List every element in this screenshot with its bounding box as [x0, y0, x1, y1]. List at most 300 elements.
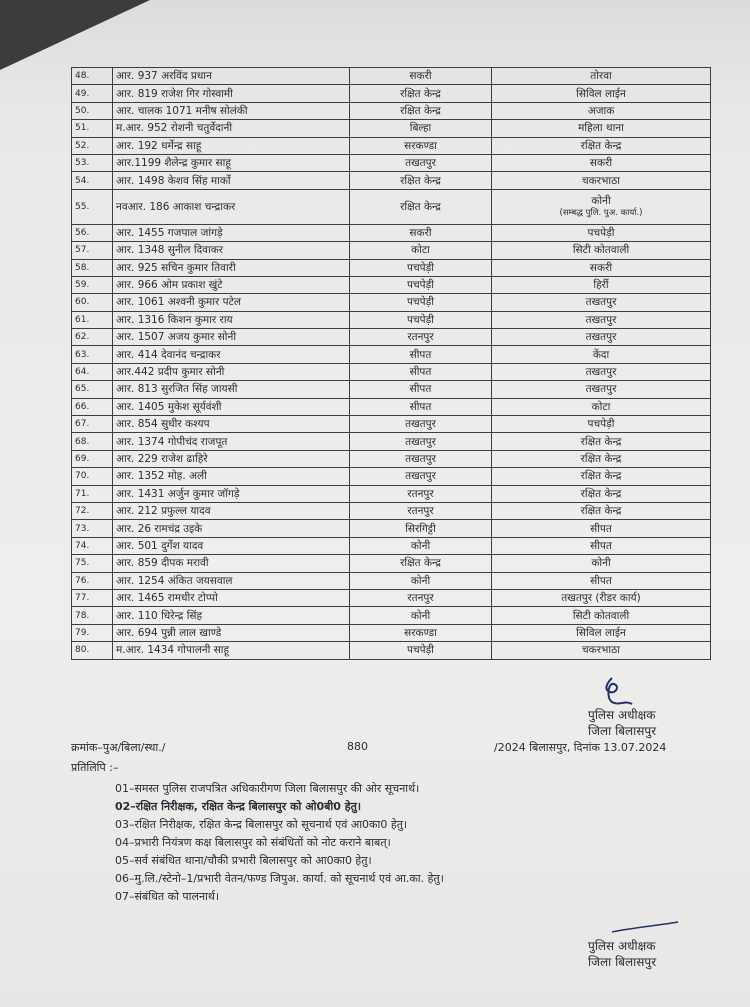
table-row — [72, 294, 711, 311]
name-cell — [113, 589, 350, 606]
name-cell-text: आर. 26 रामचंद्र उइके — [116, 522, 203, 535]
from-cell — [350, 624, 492, 641]
to-cell — [492, 102, 711, 119]
from-cell — [350, 189, 492, 224]
serial-cell-text: 52. — [75, 140, 90, 151]
table-row — [72, 502, 711, 519]
table-row — [72, 154, 711, 171]
from-cell — [350, 502, 492, 519]
to-cell-text: कोटा — [591, 400, 611, 413]
signature-title: पुलिस अधीक्षक — [588, 708, 656, 722]
from-cell-text: सरकण्डा — [404, 139, 437, 152]
copy-item: 07–संबंधित को पालनार्थ। — [115, 890, 220, 903]
from-cell-text: कोटा — [411, 244, 430, 257]
serial-cell-text: 56. — [75, 227, 90, 238]
from-cell — [350, 172, 492, 189]
name-cell — [113, 276, 350, 293]
from-cell-text: तखतपुर — [405, 435, 436, 448]
from-cell — [350, 85, 492, 102]
from-cell-text: रतनपुर — [407, 487, 434, 500]
serial-cell — [72, 416, 113, 433]
name-cell-text: आर. 1455 गजपाल जांगड़े — [116, 226, 223, 239]
name-cell — [113, 102, 350, 119]
to-cell-text: पचपेड़ी — [587, 418, 615, 431]
to-cell — [492, 363, 711, 380]
to-cell — [492, 555, 711, 572]
from-cell — [350, 416, 492, 433]
from-cell — [350, 450, 492, 467]
to-cell — [492, 589, 711, 606]
to-cell — [492, 68, 711, 85]
table-row — [72, 85, 711, 102]
serial-cell — [72, 555, 113, 572]
table-row — [72, 485, 711, 502]
serial-cell — [72, 607, 113, 624]
from-cell — [350, 276, 492, 293]
serial-cell — [72, 172, 113, 189]
from-cell — [350, 154, 492, 171]
to-cell — [492, 416, 711, 433]
to-cell-text: रक्षित केन्द्र — [580, 487, 622, 500]
serial-cell-text: 70. — [75, 471, 90, 482]
serial-cell-text: 59. — [75, 280, 90, 291]
from-cell-text: पचपेड़ी — [407, 261, 434, 274]
from-cell-text: बिल्हा — [409, 122, 432, 135]
to-cell — [492, 450, 711, 467]
signature-district: जिला बिलासपुर — [588, 724, 657, 738]
to-cell — [492, 172, 711, 189]
name-cell-text: आर. 1254 अंकित जयसवाल — [116, 574, 233, 587]
from-cell — [350, 537, 492, 554]
to-cell-text: केंदा — [592, 348, 610, 361]
to-cell — [492, 120, 711, 137]
name-cell-text: नवआर. 186 आकाश चन्द्राकर — [116, 200, 236, 213]
serial-cell — [72, 102, 113, 119]
name-cell — [113, 468, 350, 485]
serial-cell — [72, 624, 113, 641]
table-row — [72, 259, 711, 276]
from-cell-text: रक्षित केन्द्र — [400, 87, 441, 100]
name-cell-text: आर. 1498 केशव सिंह मार्को — [116, 174, 231, 187]
to-cell-text: चकरभाठा — [582, 644, 620, 657]
to-cell-text: सीपत — [590, 539, 612, 552]
name-cell-text: आर. 1348 सुनील दिवाकर — [116, 244, 224, 257]
from-cell — [350, 329, 492, 346]
signature-mark-lower — [610, 918, 680, 936]
serial-cell-text: 62. — [75, 332, 90, 343]
from-cell — [350, 381, 492, 398]
serial-cell — [72, 363, 113, 380]
serial-cell — [72, 224, 113, 241]
serial-cell — [72, 276, 113, 293]
name-cell — [113, 363, 350, 380]
serial-cell — [72, 485, 113, 502]
serial-cell — [72, 85, 113, 102]
serial-cell — [72, 137, 113, 154]
name-cell-text: आर. 501 दुर्गेश यादव — [116, 539, 204, 552]
from-cell — [350, 363, 492, 380]
from-cell-text: सिरगिट्टी — [405, 522, 436, 535]
table-row — [72, 624, 711, 641]
serial-cell-text: 50. — [75, 105, 90, 116]
to-cell — [492, 537, 711, 554]
serial-cell — [72, 433, 113, 450]
name-cell — [113, 68, 350, 85]
name-cell-text: आर.1199 शैलेन्द्र कुमार साहू — [116, 157, 231, 170]
from-cell-text: सीपत — [409, 366, 432, 379]
name-cell-text: आर. चालक 1071 मनीष सोलंकी — [116, 104, 248, 117]
table-row — [72, 68, 711, 85]
serial-cell-text: 63. — [75, 349, 90, 360]
serial-cell-text: 53. — [75, 158, 90, 169]
serial-cell — [72, 381, 113, 398]
serial-cell — [72, 398, 113, 415]
from-cell-text: कोनी — [410, 574, 431, 587]
name-cell-text: आर. 937 अरविंद प्रधान — [116, 70, 212, 83]
from-cell-text: सरकण्डा — [404, 626, 437, 639]
name-cell — [113, 450, 350, 467]
to-cell-text: हिर्री — [593, 279, 609, 292]
serial-cell-text: 75. — [75, 558, 90, 569]
to-note: (सम्बद्ध पुलि. पुअ. कार्या.) — [559, 208, 643, 219]
table-row — [72, 537, 711, 554]
from-cell — [350, 642, 492, 659]
serial-cell — [72, 346, 113, 363]
to-cell-text: सकरी — [589, 261, 613, 274]
to-cell-text: चकरभाठा — [582, 174, 620, 187]
to-cell-text: कोनी — [591, 557, 611, 570]
copy-heading: प्रतिलिपि :– — [71, 761, 119, 774]
from-cell-text: रतनपुर — [407, 505, 434, 518]
table-row — [72, 572, 711, 589]
name-cell-text: आर. 859 दीपक मरावी — [116, 557, 209, 570]
from-cell-text: पचपेड़ी — [407, 296, 434, 309]
from-cell — [350, 102, 492, 119]
name-cell — [113, 433, 350, 450]
from-cell-text: रक्षित केन्द्र — [400, 174, 441, 187]
from-cell — [350, 433, 492, 450]
name-cell-text: आर. 1431 अर्जुन कुमार जॉगड़े — [116, 487, 240, 500]
from-cell-text: तखतपुर — [405, 157, 436, 170]
table-row — [72, 346, 711, 363]
serial-cell-text: 76. — [75, 575, 90, 586]
table-row — [72, 311, 711, 328]
serial-cell-text: 77. — [75, 593, 90, 604]
name-cell — [113, 381, 350, 398]
table-row — [72, 381, 711, 398]
from-cell — [350, 398, 492, 415]
name-cell-text: आर. 925 सचिन कुमार तिवारी — [116, 261, 236, 274]
serial-cell — [72, 450, 113, 467]
to-cell — [492, 137, 711, 154]
from-cell — [350, 224, 492, 241]
from-cell-text: कोनी — [410, 609, 431, 622]
name-cell — [113, 85, 350, 102]
reference-date: /2024 बिलासपुर, दिनांक 13.07.2024 — [494, 741, 667, 754]
from-cell — [350, 120, 492, 137]
serial-cell-text: 79. — [75, 627, 90, 638]
name-cell-text: आर. 1374 गोपीचंद राजपूत — [116, 435, 228, 448]
name-cell — [113, 520, 350, 537]
from-cell — [350, 259, 492, 276]
to-cell-text: तखतपुर — [585, 313, 617, 326]
to-cell — [492, 276, 711, 293]
name-cell-text: आर.442 प्रदीप कुमार सोनी — [116, 366, 225, 379]
serial-cell-text: 57. — [75, 245, 90, 256]
name-cell — [113, 416, 350, 433]
from-cell — [350, 520, 492, 537]
name-cell — [113, 120, 350, 137]
serial-cell — [72, 329, 113, 346]
table-row — [72, 450, 711, 467]
serial-cell — [72, 572, 113, 589]
reference-left: क्रमांक–पुअ/बिला/स्था./ — [71, 741, 166, 754]
to-cell-text: रक्षित केन्द्र — [580, 139, 622, 152]
serial-cell-text: 72. — [75, 506, 90, 517]
from-cell-text: कोनी — [410, 539, 431, 552]
to-cell — [492, 398, 711, 415]
folded-corner — [0, 0, 150, 70]
from-cell-text: रक्षित केन्द्र — [400, 200, 441, 213]
name-cell-text: आर. 212 प्रफुल्ल यादव — [116, 505, 211, 518]
from-cell — [350, 589, 492, 606]
to-cell-text: सकरी — [589, 157, 613, 170]
to-cell — [492, 607, 711, 624]
from-cell — [350, 607, 492, 624]
to-cell — [492, 381, 711, 398]
from-cell — [350, 294, 492, 311]
name-cell-text: आर. 1061 अश्वनी कुमार पटेल — [116, 296, 242, 309]
to-cell-text: महिला थाना — [578, 122, 624, 135]
copy-item: 03–रक्षित निरीक्षक, रक्षित केन्द्र बिलासपुर को सूचनार्थ एवं आ0का0 हेतु। — [115, 818, 408, 831]
to-cell-text: रक्षित केन्द्र — [580, 470, 622, 483]
name-cell-text: आर. 694 पुन्नी लाल खाण्डे — [116, 626, 222, 639]
from-cell — [350, 346, 492, 363]
from-cell-text: सीपत — [409, 348, 432, 361]
from-cell — [350, 68, 492, 85]
from-cell-text: पचपेड़ी — [407, 313, 434, 326]
serial-cell — [72, 520, 113, 537]
name-cell-text: आर. 819 राजेश गिर गोस्वामी — [116, 87, 233, 100]
table-row — [72, 172, 711, 189]
to-cell — [492, 329, 711, 346]
to-cell-text: तोरवा — [590, 70, 612, 83]
to-cell-text: सिटी कोतवाली — [572, 244, 630, 257]
from-cell-text: सकरी — [409, 226, 432, 239]
copy-item: 02–रक्षित निरीक्षक, रक्षित केन्द्र बिलासपुर को ओ0बी0 हेतु। — [115, 800, 362, 813]
copy-item: 06–मु.लि./स्टेनो–1/प्रभारी वेतन/फण्ड जिपुअ. कार्या. को सूचनार्थ एवं आ.का. हेतु। — [115, 872, 444, 885]
to-cell — [492, 311, 711, 328]
name-cell-text: आर. 966 ओम प्रकाश खुंटे — [116, 279, 223, 292]
to-cell — [492, 572, 711, 589]
to-cell — [492, 624, 711, 641]
name-cell — [113, 572, 350, 589]
from-cell — [350, 242, 492, 259]
name-cell-text: आर. 1465 रामधीर टोप्पो — [116, 592, 218, 605]
table-row — [72, 276, 711, 293]
to-cell — [492, 259, 711, 276]
serial-cell-text: 73. — [75, 523, 90, 534]
name-cell — [113, 329, 350, 346]
table-row — [72, 189, 711, 224]
to-cell-text: तखतपुर — [585, 296, 617, 309]
to-cell-text: रक्षित केन्द्र — [580, 505, 622, 518]
to-cell — [492, 346, 711, 363]
table-row — [72, 589, 711, 606]
from-cell-text: सीपत — [409, 400, 432, 413]
from-cell-text: रतनपुर — [407, 331, 434, 344]
name-cell — [113, 242, 350, 259]
name-cell-text: आर. 854 सुधीर कश्यप — [116, 418, 210, 431]
name-cell — [113, 607, 350, 624]
from-cell-text: तखतपुर — [405, 470, 436, 483]
serial-cell — [72, 259, 113, 276]
table-row — [72, 555, 711, 572]
name-cell — [113, 642, 350, 659]
serial-cell — [72, 189, 113, 224]
from-cell-text: रतनपुर — [407, 592, 434, 605]
from-cell — [350, 485, 492, 502]
from-cell-text: तखतपुर — [405, 418, 436, 431]
from-cell-text: रक्षित केन्द्र — [400, 557, 441, 570]
name-cell-text: म.आर. 1434 गोपालनी साहू — [116, 644, 230, 657]
name-cell-text: आर. 813 सुरजित सिंह जायसी — [116, 383, 238, 396]
to-cell-text: सिविल लाईन — [576, 626, 626, 639]
serial-cell-text: 68. — [75, 436, 90, 447]
serial-cell-text: 58. — [75, 262, 90, 273]
serial-cell-text: 69. — [75, 454, 90, 464]
to-cell-text: सिविल लाईन — [576, 87, 626, 100]
serial-cell-text: 55. — [75, 201, 90, 212]
to-cell — [492, 642, 711, 659]
from-cell-text: सकरी — [409, 70, 432, 83]
table-row — [72, 120, 711, 137]
to-cell — [492, 294, 711, 311]
name-cell — [113, 137, 350, 154]
to-cell-text: रक्षित केन्द्र — [580, 453, 622, 465]
serial-cell — [72, 502, 113, 519]
to-cell — [492, 154, 711, 171]
table-row — [72, 329, 711, 346]
name-cell-text: आर. 192 धर्मेन्द्र साहू — [116, 139, 202, 152]
to-cell — [492, 468, 711, 485]
serial-cell — [72, 68, 113, 85]
name-cell — [113, 485, 350, 502]
to-cell — [492, 502, 711, 519]
signature-district: जिला बिलासपुर — [588, 955, 657, 969]
name-cell — [113, 398, 350, 415]
to-cell — [492, 520, 711, 537]
to-cell-text: पचपेड़ी — [587, 226, 615, 239]
from-cell — [350, 468, 492, 485]
from-cell-text: सीपत — [409, 383, 432, 396]
name-cell-text: आर. 1352 मोह. अली — [116, 470, 207, 483]
table-row — [72, 363, 711, 380]
serial-cell — [72, 294, 113, 311]
serial-cell — [72, 537, 113, 554]
serial-cell-text: 66. — [75, 401, 90, 412]
name-cell — [113, 502, 350, 519]
signature-title: पुलिस अधीक्षक — [588, 939, 656, 953]
to-cell-text: सिटी कोतवाली — [572, 609, 630, 622]
to-cell-text: कोनी — [591, 195, 611, 208]
to-cell-text: रक्षित केन्द्र — [580, 435, 622, 448]
name-cell — [113, 311, 350, 328]
serial-cell-text: 51. — [75, 123, 90, 134]
name-cell-text: आर. 1405 मुकेश सूर्यवंशी — [116, 400, 222, 413]
to-cell-text: सीपत — [590, 574, 612, 587]
serial-cell-text: 61. — [75, 314, 90, 325]
name-cell-text: आर. 229 राजेश ढाहिरे — [116, 453, 208, 465]
serial-cell-text: 54. — [75, 175, 90, 186]
serial-cell-text: 65. — [75, 384, 90, 395]
serial-cell-text: 64. — [75, 367, 90, 378]
from-cell — [350, 137, 492, 154]
serial-cell — [72, 120, 113, 137]
to-cell — [492, 85, 711, 102]
copy-item: 05–सर्व संबंधित थाना/चौकी प्रभारी बिलासपुर को आ0का0 हेतु। — [115, 854, 372, 867]
signature-mark — [598, 676, 638, 710]
name-cell — [113, 624, 350, 641]
serial-cell-text: 80. — [75, 645, 90, 656]
name-cell-text: आर. 414 देवानंद चन्द्राकर — [116, 348, 221, 361]
to-cell — [492, 224, 711, 241]
serial-cell-text: 74. — [75, 540, 90, 551]
name-cell — [113, 189, 350, 224]
table-row — [72, 102, 711, 119]
name-cell — [113, 154, 350, 171]
table-row — [72, 642, 711, 659]
to-cell — [492, 189, 711, 224]
name-cell — [113, 537, 350, 554]
from-cell-text: रक्षित केन्द्र — [400, 104, 441, 117]
serial-cell-text: 67. — [75, 419, 90, 430]
serial-cell — [72, 311, 113, 328]
name-cell — [113, 555, 350, 572]
to-cell — [492, 485, 711, 502]
from-cell-text: पचपेड़ी — [407, 279, 434, 292]
from-cell-text: तखतपुर — [405, 453, 436, 465]
serial-cell — [72, 242, 113, 259]
serial-cell-text: 71. — [75, 488, 90, 499]
serial-cell — [72, 154, 113, 171]
table-row — [72, 416, 711, 433]
signature-block-lower — [588, 938, 656, 970]
name-cell — [113, 224, 350, 241]
serial-cell — [72, 468, 113, 485]
table-row — [72, 607, 711, 624]
to-cell-text: तखतपुर — [585, 383, 617, 396]
reference-number: 880 — [347, 740, 368, 753]
to-cell-text: तखतपुर — [585, 331, 617, 344]
name-cell-text: आर. 1316 किशन कुमार राय — [116, 313, 233, 326]
copy-item: 01–समस्त पुलिस राजपत्रित अधिकारीगण जिला बिलासपुर की ओर सूचनार्थ। — [115, 782, 420, 795]
name-cell-text: आर. 1507 अजय कुमार सोनी — [116, 331, 237, 344]
name-cell — [113, 172, 350, 189]
to-cell-text: सीपत — [590, 522, 612, 535]
to-cell-text: तखतपुर (रीडर कार्य) — [561, 592, 641, 605]
from-cell — [350, 572, 492, 589]
table-row — [72, 468, 711, 485]
serial-cell-text: 78. — [75, 610, 90, 621]
table-row — [72, 398, 711, 415]
table-row — [72, 433, 711, 450]
name-cell — [113, 259, 350, 276]
name-cell — [113, 346, 350, 363]
from-cell-text: पचपेड़ी — [407, 644, 434, 657]
serial-cell-text: 60. — [75, 297, 90, 308]
from-cell — [350, 311, 492, 328]
